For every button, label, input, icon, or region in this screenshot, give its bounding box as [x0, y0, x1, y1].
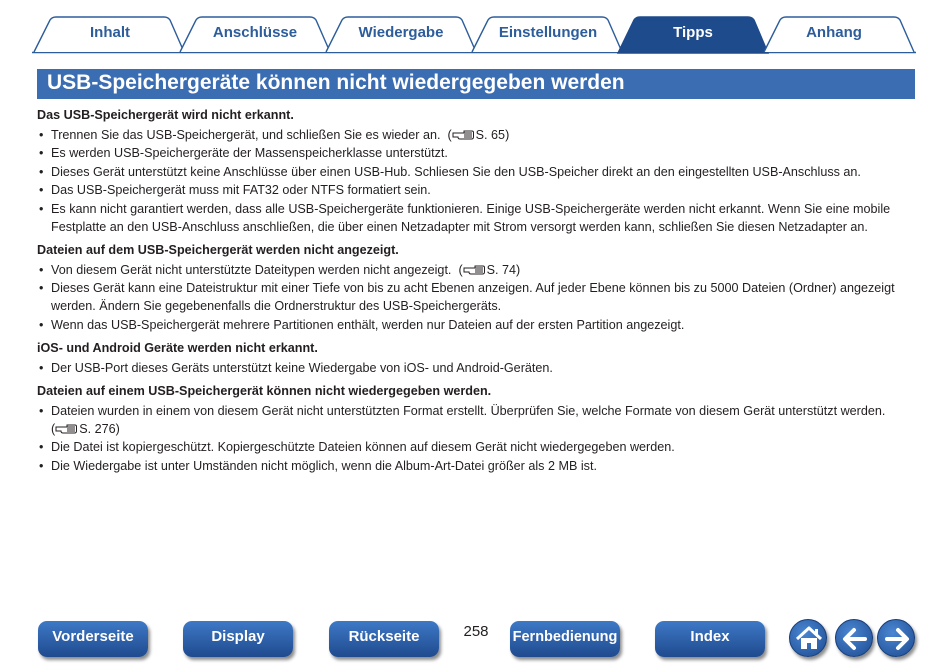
list-item	[37, 262, 917, 280]
item-text: Trennen Sie das USB-Speichergerät, und schließen Sie es wieder an.	[51, 127, 441, 142]
tab-inhalt[interactable]: Inhalt	[90, 24, 130, 41]
list-item	[37, 458, 917, 476]
item-text: Dieses Gerät unterstützt keine Anschlüsse über einen USB-Hub. Schliesen Sie den USB-Speicher direkt an den eingestellten USB-Anschluss an.	[51, 164, 861, 179]
pointing-hand-icon	[463, 264, 485, 275]
list-item	[37, 439, 917, 457]
item-text: Das USB-Speichergerät muss mit FAT32 oder NTFS formatiert sein.	[51, 183, 431, 198]
forward-button[interactable]	[877, 619, 915, 657]
arrow-left-icon	[836, 620, 874, 658]
page-ref-text: S. 65	[475, 127, 506, 142]
item-text: Es kann nicht garantiert werden, dass alle USB-Speichergeräte funktionieren. Einige USB-Speichergeräte werden nicht erkannt. Wenn Sie eine mobile Festplatte an den USB-Anschluss anschließen, die über einen Netzadapter mit Strom versorgt werden kann, schließen Sie diesen Netzadapter an.	[51, 201, 891, 234]
fernbedienung-button[interactable]: Fernbedienung	[510, 621, 620, 657]
bullet-list	[37, 127, 917, 237]
list-item	[37, 317, 917, 335]
item-text: Von diesem Gerät nicht unterstützte Dateitypen werden nicht angezeigt.	[51, 262, 452, 277]
home-icon	[790, 620, 828, 658]
page-reference-link[interactable]: ( S. 276)	[51, 421, 120, 436]
list-item	[37, 127, 917, 145]
section-heading: Das USB-Speichergerät wird nicht erkannt.	[37, 108, 294, 122]
bullet-list	[37, 262, 917, 334]
page-ref-text: S. 276	[79, 421, 116, 436]
section-heading: iOS- und Android Geräte werden nicht erkannt.	[37, 341, 318, 356]
page-title: USB-Speichergeräte können nicht wiedergegeben werden	[37, 69, 915, 99]
vorderseite-button[interactable]: Vorderseite	[38, 621, 148, 657]
item-text: Dateien wurden in einem von diesem Gerät nicht unterstützten Format erstellt. Überprüfen Sie, welche Formate von diesem Gerät unterstützt werden.	[51, 403, 886, 418]
pointing-hand-icon	[452, 129, 474, 140]
rueckseite-button[interactable]: Rückseite	[329, 621, 439, 657]
pointing-hand-icon	[55, 423, 77, 434]
tab-anhang[interactable]: Anhang	[806, 24, 862, 41]
home-button[interactable]	[789, 619, 827, 657]
bullet-list	[37, 360, 917, 378]
list-item	[37, 360, 917, 378]
top-tab-bar	[32, 16, 916, 54]
page-reference-link[interactable]: ( S. 65)	[447, 127, 510, 142]
section-heading: Dateien auf einem USB-Speichergerät können nicht wiedergegeben werden.	[37, 384, 492, 399]
bullet-list	[37, 403, 917, 475]
display-button[interactable]: Display	[183, 621, 293, 657]
content-area	[37, 107, 917, 476]
list-item	[37, 280, 917, 315]
page-number: 258	[463, 623, 489, 640]
item-text: Dieses Gerät kann eine Dateistruktur mit einer Tiefe von bis zu acht Ebenen anzeigen. Auf jeder Ebene können bis zu 5000 Dateien (Ordner) angezeigt werden. Ändern Sie gegebenenfalls die Ordnerstruktur des USB-Speichergeräts.	[51, 281, 895, 313]
arrow-right-icon	[878, 620, 916, 658]
page-reference-link[interactable]: ( S. 74)	[458, 262, 521, 277]
tab-einstellungen[interactable]: Einstellungen	[498, 24, 598, 41]
item-text: Die Wiedergabe ist unter Umständen nicht möglich, wenn die Album-Art-Datei größer als 2 MB ist.	[51, 458, 597, 473]
list-item	[37, 201, 917, 236]
item-text: Der USB-Port dieses Geräts unterstützt keine Wiedergabe von iOS- und Android-Geräten.	[51, 360, 553, 375]
item-text: Die Datei ist kopiergeschützt. Kopiergeschützte Dateien können auf diesem Gerät nicht wiedergegeben werden.	[51, 440, 675, 455]
list-item	[37, 164, 917, 182]
page-ref-text: S. 74	[486, 262, 517, 277]
list-item	[37, 182, 917, 200]
index-button[interactable]: Index	[655, 621, 765, 657]
tab-wiedergabe[interactable]: Wiedergabe	[358, 24, 444, 41]
list-item	[37, 145, 917, 163]
tab-tipps[interactable]: Tipps	[673, 24, 713, 41]
tab-anschluesse[interactable]: Anschlüsse	[212, 24, 298, 41]
list-item	[37, 403, 917, 438]
back-button[interactable]	[835, 619, 873, 657]
section-heading: Dateien auf dem USB-Speichergerät werden nicht angezeigt.	[37, 243, 399, 258]
item-text: Wenn das USB-Speichergerät mehrere Partitionen enthält, werden nur Dateien auf der ersten Partition angezeigt.	[51, 317, 685, 332]
item-text: Es werden USB-Speichergeräte der Massenspeicherklasse unterstützt.	[51, 146, 448, 161]
